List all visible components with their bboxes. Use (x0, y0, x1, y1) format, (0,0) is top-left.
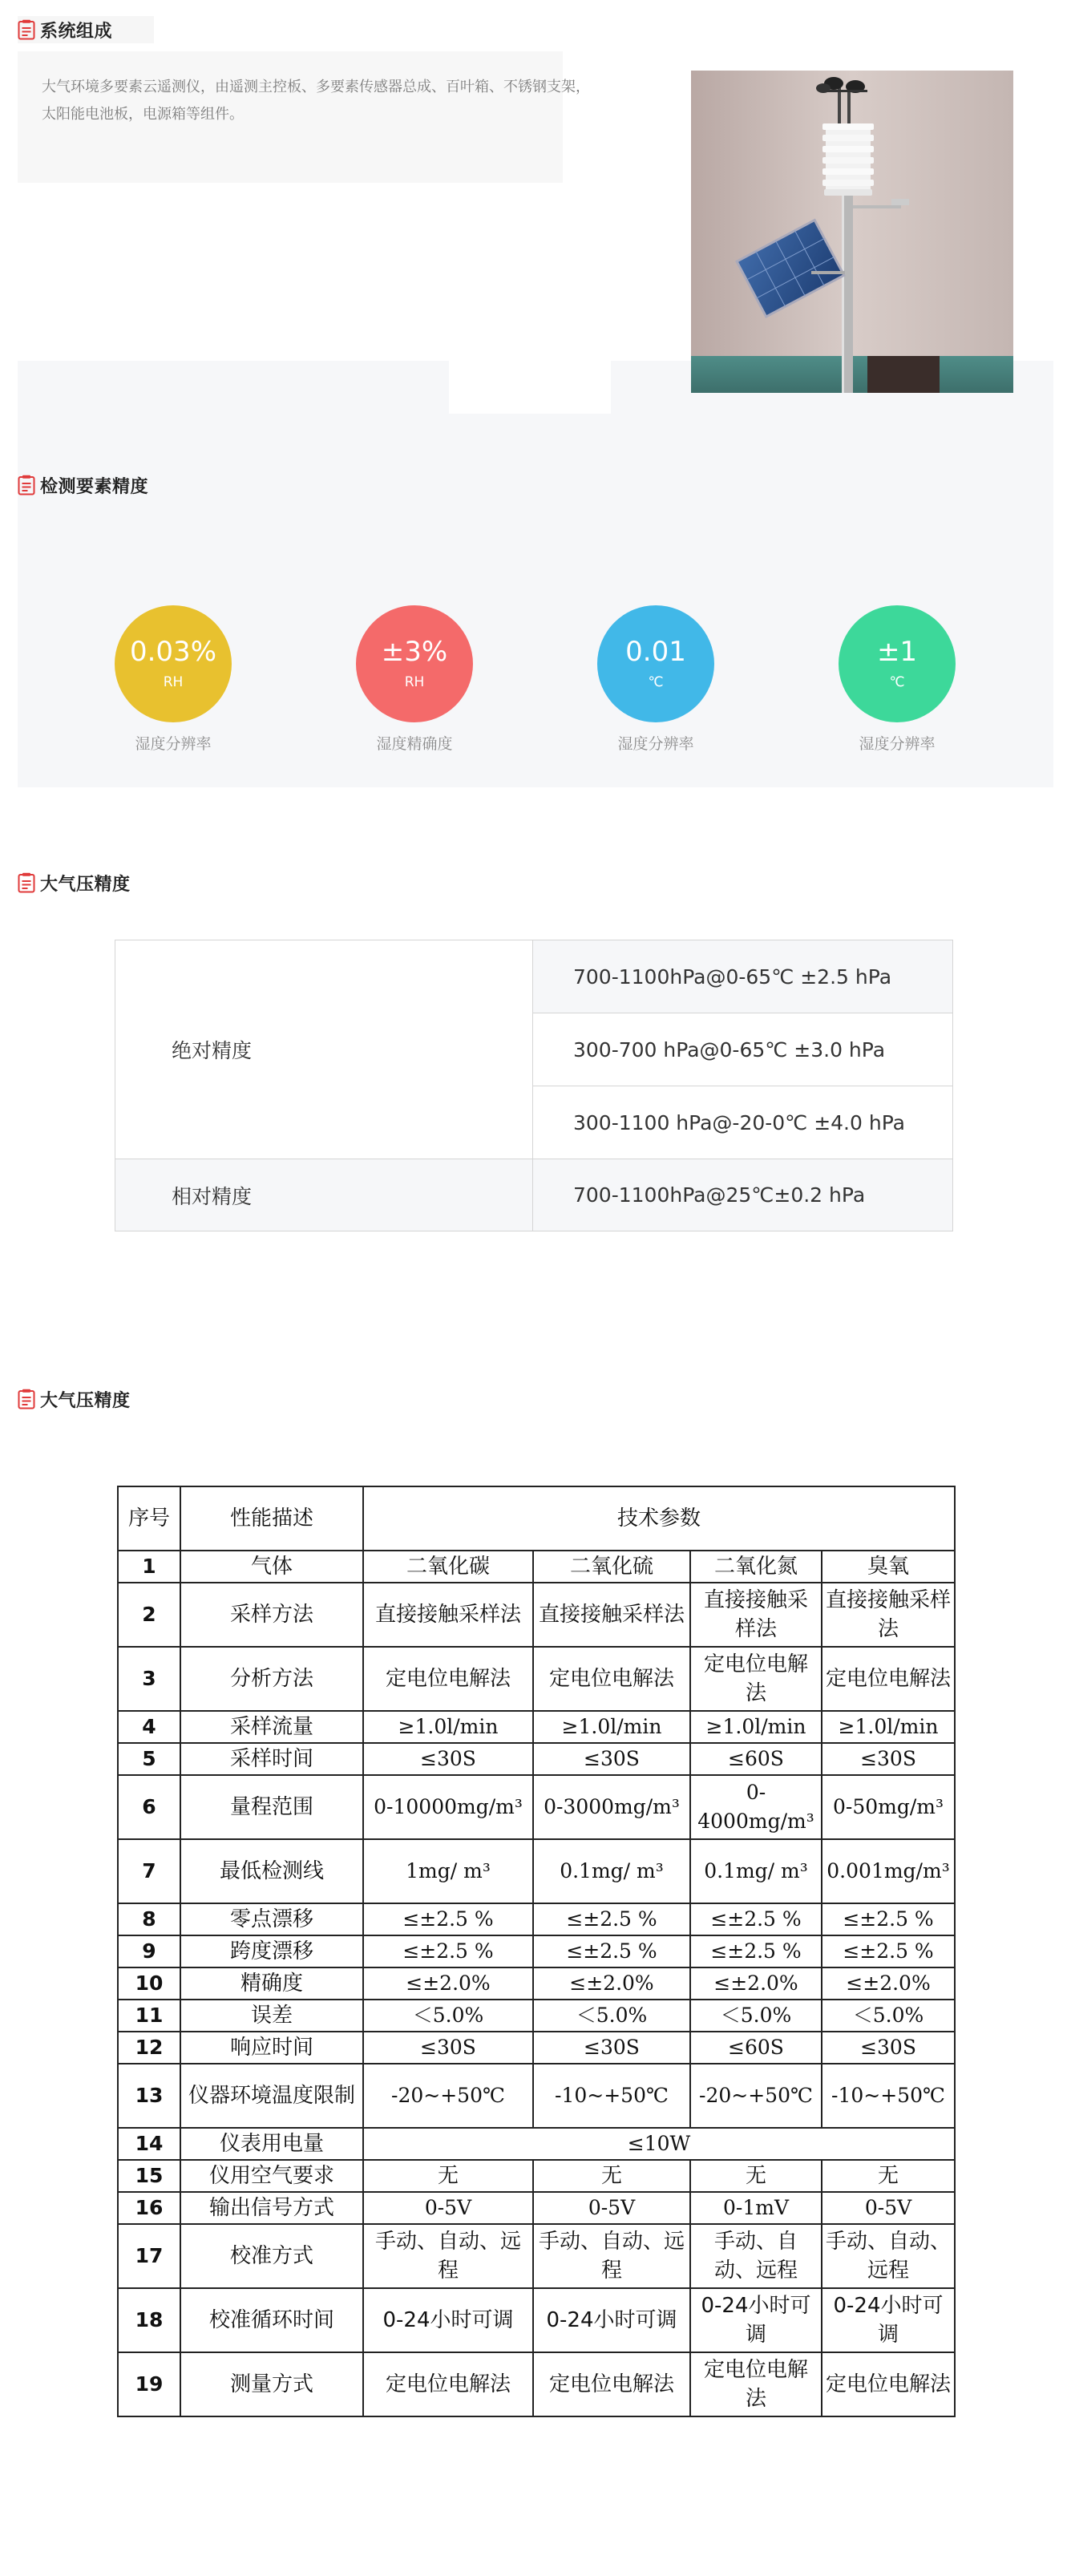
table-row (118, 1583, 955, 1647)
row-value: 0-5V (822, 2192, 955, 2224)
circle-caption: 湿度分辨率 (135, 735, 212, 753)
row-value: 1mg/ m³ (363, 1839, 533, 1903)
weather-station-photo (691, 71, 1013, 393)
row-value: ≤±2.5 % (533, 1903, 690, 1935)
row-value: -10~+50℃ (822, 2064, 955, 2128)
table-row (118, 1903, 955, 1935)
row-value: 直接接触采样法 (822, 1583, 955, 1647)
row-value: 0-24小时可调 (822, 2288, 955, 2352)
row-number: 16 (118, 2192, 180, 2224)
row-description: 采样方法 (180, 1583, 363, 1647)
row-number: 11 (118, 2000, 180, 2032)
row-value: 0-5V (363, 2192, 533, 2224)
row-value: ≤±2.0% (363, 1967, 533, 2000)
relative-accuracy-label: 相对精度 (115, 1159, 533, 1231)
row-value: ≤±2.5 % (363, 1935, 533, 1967)
row-number: 7 (118, 1839, 180, 1903)
row-description: 仪用空气要求 (180, 2160, 363, 2192)
row-merged-value: ≤10W (363, 2128, 955, 2160)
row-value: 0.001mg/m³ (822, 1839, 955, 1903)
table-row (118, 1711, 955, 1743)
header-params: 技术参数 (363, 1486, 955, 1551)
row-value: ≤30S (822, 1743, 955, 1775)
absolute-accuracy-label: 绝对精度 (115, 940, 533, 1159)
row-number: 8 (118, 1903, 180, 1935)
row-value: 0-3000mg/m³ (533, 1775, 690, 1839)
table-row (118, 1967, 955, 2000)
row-value: ≥1.0l/min (533, 1711, 690, 1743)
row-value: 定电位电解法 (363, 1647, 533, 1711)
row-value: ≤30S (533, 2032, 690, 2064)
section2-background (18, 361, 1053, 787)
row-value: 无 (533, 2160, 690, 2192)
row-value: ≤60S (690, 1743, 822, 1775)
row-number: 17 (118, 2224, 180, 2288)
row-description: 测量方式 (180, 2352, 363, 2416)
row-value: 直接接触采样法 (363, 1583, 533, 1647)
row-value: -10~+50℃ (533, 2064, 690, 2128)
row-number: 18 (118, 2288, 180, 2352)
row-value: 定电位电解法 (822, 2352, 955, 2416)
section2-title: 检测要素精度 (40, 476, 149, 497)
row-value: 定电位电解法 (533, 2352, 690, 2416)
section3-title: 大气压精度 (40, 874, 131, 895)
row-description: 采样流量 (180, 1711, 363, 1743)
row-value: ＜5.0% (690, 2000, 822, 2032)
circle-unit: RH (404, 674, 425, 690)
row-value: 0-50mg/m³ (822, 1775, 955, 1839)
circle-caption: 湿度分辨率 (859, 735, 936, 753)
row-value: 手动、自动、远程 (533, 2224, 690, 2288)
section2-notch (449, 361, 611, 414)
section1-header (18, 16, 112, 43)
row-number: 1 (118, 1551, 180, 1583)
row-number: 13 (118, 2064, 180, 2128)
circle-value: 0.03% (129, 636, 216, 668)
row-value: 定电位电解法 (533, 1647, 690, 1711)
table-row (118, 2352, 955, 2416)
document-icon (18, 872, 35, 893)
row-value: 0-4000mg/m³ (690, 1775, 822, 1839)
document-icon (18, 1389, 35, 1409)
row-description: 仪器环境温度限制 (180, 2064, 363, 2128)
row-value: ≤±2.5 % (533, 1935, 690, 1967)
row-value: 定电位电解法 (822, 1647, 955, 1711)
absolute-accuracy-row: 700-1100hPa@0-65℃ ±2.5 hPa (533, 940, 952, 1013)
row-value: 无 (363, 2160, 533, 2192)
temperature-accuracy-circle (839, 605, 956, 722)
table-row (118, 2032, 955, 2064)
absolute-accuracy-row: 300-700 hPa@0-65℃ ±3.0 hPa (533, 1013, 952, 1086)
circle-caption: 湿度精确度 (376, 735, 453, 753)
row-value: 定电位电解法 (363, 2352, 533, 2416)
row-number: 10 (118, 1967, 180, 2000)
header-no: 序号 (118, 1486, 180, 1551)
section4-header (18, 1385, 131, 1413)
row-value: 臭氧 (822, 1551, 955, 1583)
header-desc: 性能描述 (180, 1486, 363, 1551)
row-number: 4 (118, 1711, 180, 1743)
table-row (118, 1647, 955, 1711)
row-description: 响应时间 (180, 2032, 363, 2064)
relative-accuracy-row: 700-1100hPa@25℃±0.2 hPa (533, 1159, 952, 1231)
row-number: 5 (118, 1743, 180, 1775)
row-value: ＜5.0% (822, 2000, 955, 2032)
row-value: ＜5.0% (363, 2000, 533, 2032)
row-value: ≥1.0l/min (822, 1711, 955, 1743)
row-value: 0-10000mg/m³ (363, 1775, 533, 1839)
row-value: ≤30S (363, 2032, 533, 2064)
row-value: ＜5.0% (533, 2000, 690, 2032)
table-row (118, 2000, 955, 2032)
row-value: 0-24小时可调 (363, 2288, 533, 2352)
row-description: 精确度 (180, 1967, 363, 2000)
row-value: 二氧化硫 (533, 1551, 690, 1583)
row-description: 仪表用电量 (180, 2128, 363, 2160)
row-value: ≥1.0l/min (363, 1711, 533, 1743)
section3-header (18, 869, 131, 896)
row-value: 0.1mg/ m³ (690, 1839, 822, 1903)
row-value: 定电位电解法 (690, 1647, 822, 1711)
row-value: ≥1.0l/min (690, 1711, 822, 1743)
table-row (118, 2288, 955, 2352)
row-value: ≤30S (822, 2032, 955, 2064)
row-value: -20~+50℃ (690, 2064, 822, 2128)
row-value: ≤±2.5 % (822, 1903, 955, 1935)
row-value: ≤±2.0% (533, 1967, 690, 2000)
circle-value: ±3% (381, 636, 448, 668)
row-number: 12 (118, 2032, 180, 2064)
table-row (118, 1935, 955, 1967)
table-row (118, 2192, 955, 2224)
row-value: 0.1mg/ m³ (533, 1839, 690, 1903)
row-value: 手动、自动、远程 (363, 2224, 533, 2288)
document-icon (18, 19, 35, 40)
row-value: ≤±2.0% (690, 1967, 822, 2000)
table-row (118, 1775, 955, 1839)
row-value: ≤30S (533, 1743, 690, 1775)
row-number: 6 (118, 1775, 180, 1839)
row-value: ≤60S (690, 2032, 822, 2064)
row-value: 定电位电解法 (690, 2352, 822, 2416)
spec-table (117, 1486, 956, 2417)
row-value: 无 (822, 2160, 955, 2192)
section4-title: 大气压精度 (40, 1390, 131, 1411)
document-icon (18, 475, 35, 495)
row-value: 二氧化碳 (363, 1551, 533, 1583)
row-description: 跨度漂移 (180, 1935, 363, 1967)
row-description: 分析方法 (180, 1647, 363, 1711)
circle-unit: RH (163, 674, 184, 690)
table-row (118, 1743, 955, 1775)
row-number: 3 (118, 1647, 180, 1711)
row-value: 0-24小时可调 (690, 2288, 822, 2352)
row-value: ≤±2.0% (822, 1967, 955, 2000)
row-description: 输出信号方式 (180, 2192, 363, 2224)
row-number: 2 (118, 1583, 180, 1647)
row-description: 校准方式 (180, 2224, 363, 2288)
row-value: 手动、自动、远程 (822, 2224, 955, 2288)
table-row (118, 2064, 955, 2128)
humidity-resolution-circle (115, 605, 232, 722)
table-row (118, 1551, 955, 1583)
temperature-resolution-circle (597, 605, 714, 722)
row-value: ≤±2.5 % (822, 1935, 955, 1967)
circle-unit: ℃ (889, 674, 905, 690)
circle-value: 0.01 (625, 636, 686, 668)
row-value: 二氧化氮 (690, 1551, 822, 1583)
row-description: 零点漂移 (180, 1903, 363, 1935)
row-value: -20~+50℃ (363, 2064, 533, 2128)
table-row (118, 2160, 955, 2192)
table-row (118, 2224, 955, 2288)
row-number: 19 (118, 2352, 180, 2416)
row-value: 0-1mV (690, 2192, 822, 2224)
row-description: 误差 (180, 2000, 363, 2032)
row-number: 9 (118, 1935, 180, 1967)
circle-value: ±1 (876, 636, 918, 668)
row-value: 无 (690, 2160, 822, 2192)
absolute-accuracy-row: 300-1100 hPa@-20-0℃ ±4.0 hPa (533, 1086, 952, 1159)
section2-header (18, 471, 148, 499)
humidity-accuracy-circle (356, 605, 473, 722)
row-value: ≤±2.5 % (363, 1903, 533, 1935)
circle-unit: ℃ (648, 674, 664, 690)
row-value: ≤±2.5 % (690, 1903, 822, 1935)
table-header-row (118, 1486, 955, 1551)
row-value: 手动、自动、远程 (690, 2224, 822, 2288)
row-description: 气体 (180, 1551, 363, 1583)
row-value: 直接接触采样法 (533, 1583, 690, 1647)
pressure-accuracy-table (115, 940, 953, 1231)
row-value: ≤±2.5 % (690, 1935, 822, 1967)
row-value: 0-5V (533, 2192, 690, 2224)
row-description: 校准循环时间 (180, 2288, 363, 2352)
table-row (118, 2128, 955, 2160)
row-value: 直接接触采样法 (690, 1583, 822, 1647)
table-row (118, 1839, 955, 1903)
row-description: 量程范围 (180, 1775, 363, 1839)
row-value: ≤30S (363, 1743, 533, 1775)
section1-description: 大气环境多要素云遥测仪，由遥测主控板、多要素传感器总成、百叶箱、不锈钢支架，太阳能电池板，电源箱等组件。 (42, 79, 590, 123)
circle-caption: 湿度分辨率 (617, 735, 694, 753)
section1-title: 系统组成 (40, 21, 113, 42)
row-description: 采样时间 (180, 1743, 363, 1775)
row-number: 15 (118, 2160, 180, 2192)
row-value: 0-24小时可调 (533, 2288, 690, 2352)
row-number: 14 (118, 2128, 180, 2160)
row-description: 最低检测线 (180, 1839, 363, 1903)
